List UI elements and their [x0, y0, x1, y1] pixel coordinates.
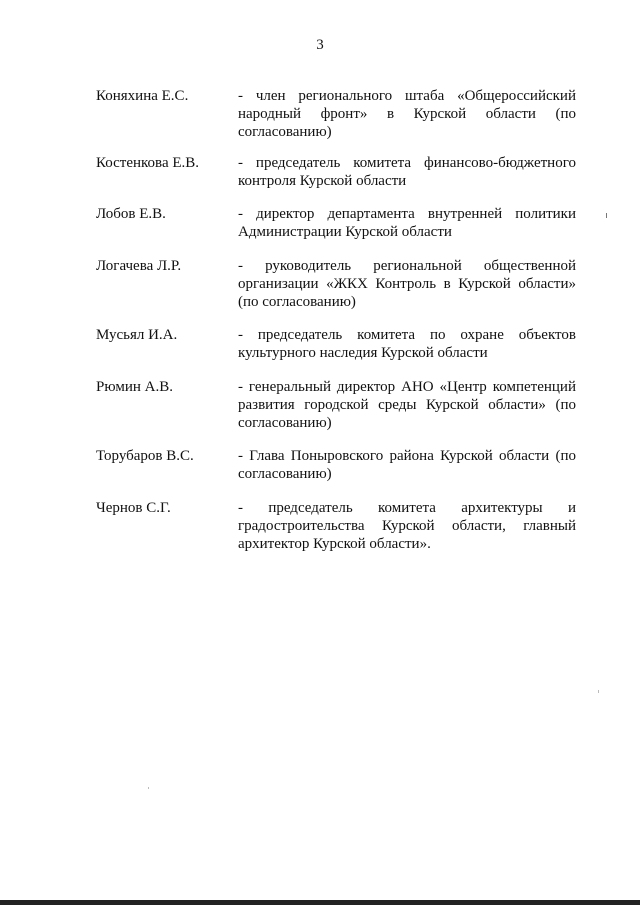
member-role: - Глава Поныровского района Курской области (по согласованию)	[238, 448, 576, 482]
member-role: - генеральный директор АНО «Центр компетенций развития городской среды Курской области» (по согласованию)	[238, 379, 576, 431]
member-role: - член регионального штаба «Общероссийский народный фронт» в Курской области (по согласованию)	[238, 88, 576, 140]
member-name: Коняхина Е.С.	[96, 88, 189, 104]
page-number: 3	[316, 37, 324, 53]
scan-speck	[148, 787, 149, 789]
member-role: - председатель комитета финансово-бюджетного контроля Курской области	[238, 155, 576, 189]
member-role: - председатель комитета по охране объектов культурного наследия Курской области	[238, 327, 576, 361]
member-role: - руководитель региональной общественной организации «ЖКХ Контроль в Курской области» (по согласованию)	[238, 258, 576, 310]
member-name: Логачева Л.Р.	[96, 258, 182, 274]
member-role: - председатель комитета архитектуры и градостроительства Курской области, главный архитектор Курской области».	[238, 500, 576, 552]
member-role: - директор департамента внутренней политики Администрации Курской области	[238, 206, 576, 240]
member-name: Костенкова Е.В.	[96, 155, 200, 171]
scan-bottom-edge	[0, 900, 640, 905]
member-name: Рюмин А.В.	[96, 379, 173, 395]
member-name: Чернов С.Г.	[96, 500, 171, 516]
scan-speck	[606, 213, 607, 218]
member-name: Торубаров В.С.	[96, 448, 194, 464]
member-name: Лобов Е.В.	[96, 206, 166, 222]
scan-speck	[598, 690, 599, 693]
member-name: Мусьял И.А.	[96, 327, 178, 343]
